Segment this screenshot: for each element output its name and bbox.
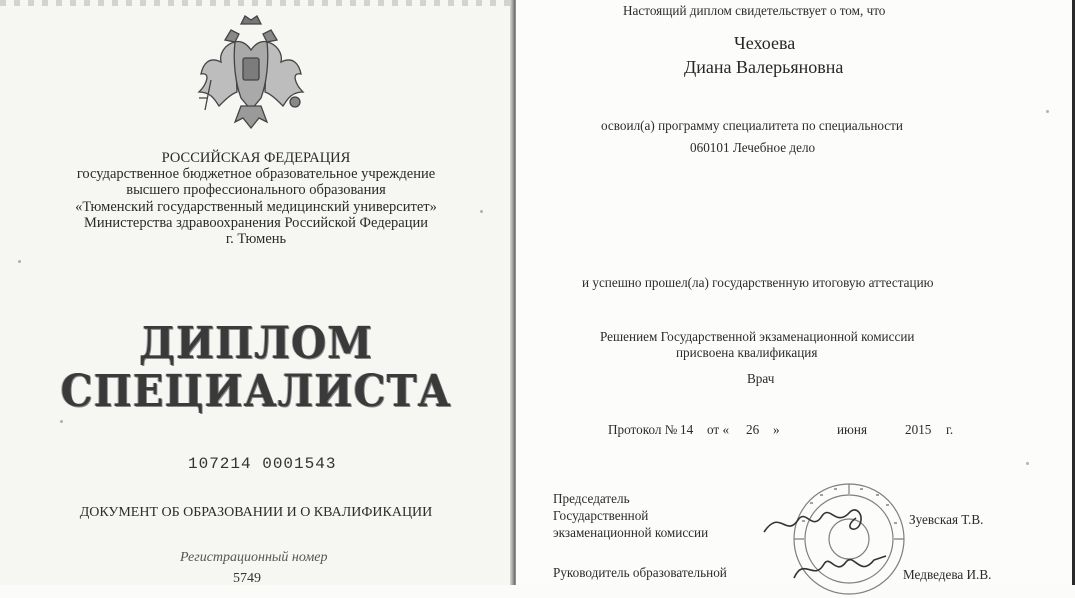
issuer-block	[0, 150, 512, 247]
chair-label-line3: экзаменационной комиссии	[553, 525, 709, 540]
attestation-text: и успешно прошел(ла) государственную итоговую аттестацию	[582, 275, 934, 290]
registration-number: 5749	[233, 571, 261, 585]
diploma-title-line2: СПЕЦИАЛИСТА	[60, 366, 452, 417]
issuer-line: высшего профессионального образования	[126, 182, 386, 199]
chair-name: Зуевская Т.В.	[909, 512, 984, 527]
issuer-line: Министерства здравоохранения Российской Федерации	[83, 214, 429, 231]
protocol-from-label: от «	[707, 422, 730, 437]
program-text: освоил(а) программу специалитета по специальности	[601, 118, 903, 133]
registration-number-label: Регистрационный номер	[180, 550, 328, 565]
protocol-number: 14	[680, 422, 694, 437]
chair-signature-icon	[760, 498, 870, 542]
intro-text: Настоящий диплом свидетельствует о том, что	[623, 3, 886, 18]
diploma-serial-number: 107214 0001543	[188, 455, 337, 473]
issuer-line: «Тюменский государственный медицинский университет»	[75, 198, 437, 215]
holder-surname: Чехоева	[734, 33, 796, 53]
protocol-month: июня	[837, 422, 868, 437]
chair-label-line1: Председатель	[553, 491, 630, 506]
head-signature-icon	[790, 548, 890, 585]
specialty: 060101 Лечебное дело	[690, 140, 816, 155]
issuer-line: государственное бюджетное образовательное учреждение	[76, 166, 436, 183]
double-headed-eagle-emblem-icon	[195, 10, 307, 134]
left-page	[0, 0, 512, 585]
holder-given-names: Диана Валерьяновна	[684, 57, 844, 77]
protocol-quote-close: »	[773, 422, 780, 437]
issuer-line: РОССИЙСКАЯ ФЕДЕРАЦИЯ	[161, 150, 351, 166]
protocol-day: 26	[746, 422, 760, 437]
commission-decision-line2: присвоена квалификация	[676, 345, 818, 360]
issuer-line: г. Тюмень	[225, 231, 287, 248]
head-label: Руководитель образовательной	[553, 565, 727, 580]
chair-label-line2: Государственной	[553, 508, 649, 523]
head-name: Медведева И.В.	[903, 567, 992, 582]
diploma-title-line1: ДИПЛОМ	[139, 318, 373, 369]
document-type: ДОКУМЕНТ ОБ ОБРАЗОВАНИИ И О КВАЛИФИКАЦИИ	[79, 505, 433, 520]
page-edge-texture	[0, 0, 512, 6]
protocol-label: Протокол №	[608, 422, 678, 437]
protocol-year: 2015	[905, 422, 932, 437]
qualification: Врач	[747, 371, 775, 386]
protocol-year-suffix: г.	[946, 422, 954, 437]
commission-decision-line1: Решением Государственной экзаменационной комиссии	[600, 329, 915, 344]
